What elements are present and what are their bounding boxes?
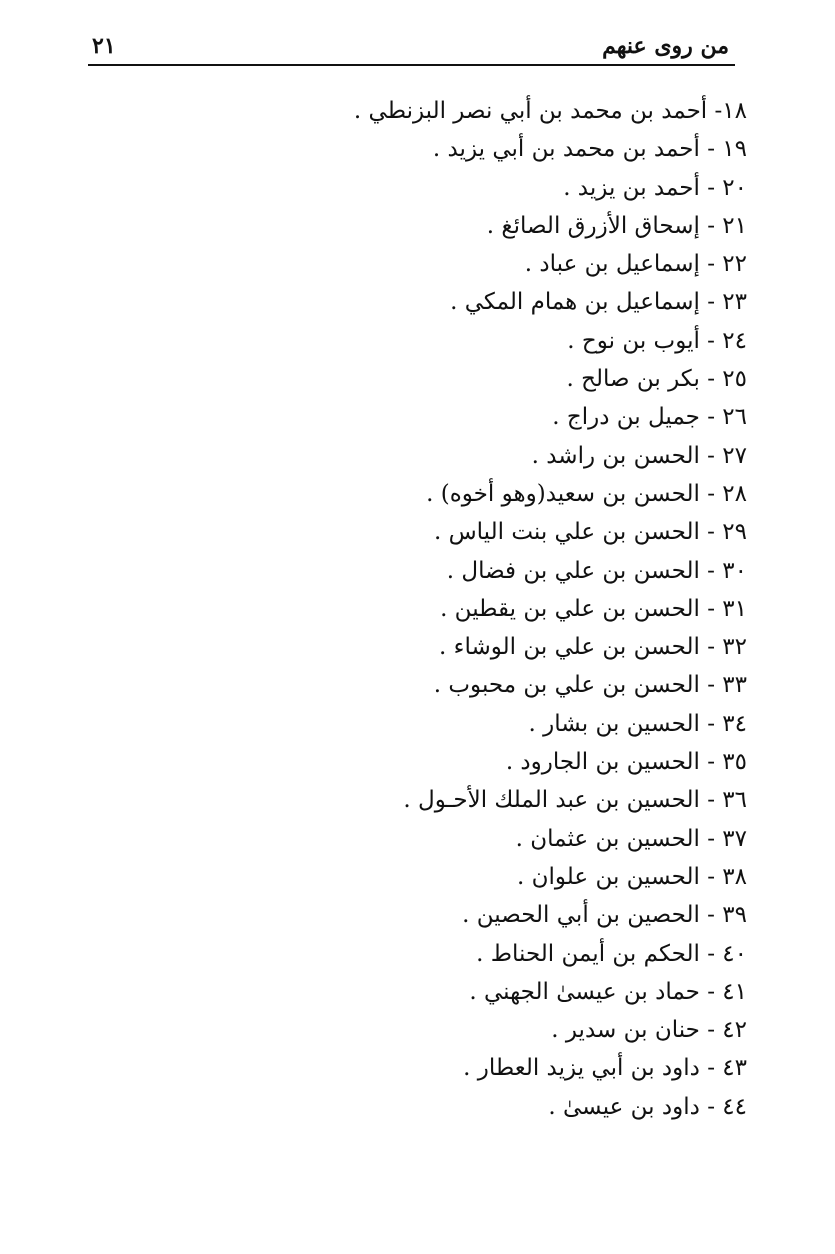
- list-item: ٣٠ - الحسن بن علي بن فضال .: [446, 557, 747, 584]
- list-item: ٣٩ - الحصين بن أبي الحصين .: [462, 902, 747, 929]
- list-item: ٢٢ - إسماعيل بن عباد .: [524, 251, 747, 278]
- list-item: ٣٥ - الحسين بن الجارود .: [505, 749, 747, 776]
- list-item: ٣٨ - الحسين بن علوان .: [517, 863, 747, 890]
- list-item: ٢٧ - الحسن بن راشد .: [531, 442, 747, 469]
- list-item: ٤٢ - حنان بن سدير .: [551, 1017, 747, 1044]
- list-item: ٢٨ - الحسن بن سعيد(وهو أخوه) .: [426, 480, 747, 507]
- list-item: ٢٣ - إسماعيل بن همام المكي .: [450, 289, 747, 316]
- list-item: ٢٤ - أيوب بن نوح .: [567, 327, 747, 354]
- list-item: ٤٣ - داود بن أبي يزيد العطار .: [463, 1055, 747, 1082]
- list-item: ٤١ - حماد بن عيسىٰ الجهني .: [469, 978, 747, 1005]
- list-item: ٢٦ - جميل بن دراج .: [552, 404, 747, 431]
- list-item: ٣٧ - الحسين بن عثمان .: [515, 825, 747, 852]
- list-item: ١٨- أحمد بن محمد بن أبي نصر البزنطي .: [353, 98, 747, 124]
- running-header-title: من روى عنهم: [602, 33, 729, 59]
- list-item: ٢٥ - بكر بن صالح .: [566, 366, 747, 393]
- page-header: [88, 30, 735, 66]
- list-item: ٤٠ - الحكم بن أيمن الحناط .: [476, 940, 747, 967]
- list-item: ٣٦ - الحسين بن عبد الملك الأحـول .: [403, 787, 747, 814]
- list-item: ٢١ - إسحاق الأزرق الصائغ .: [486, 212, 747, 239]
- page-number: ٢١: [92, 33, 116, 59]
- list-item: ٤٤ - داود بن عيسىٰ .: [548, 1093, 747, 1120]
- list-item: ٣٤ - الحسين بن بشار .: [528, 710, 747, 737]
- narrators-list: [227, 92, 747, 1126]
- list-item: ٢٩ - الحسن بن علي بنت الياس .: [433, 519, 747, 546]
- list-item: ١٩ - أحمد بن محمد بن أبي يزيد .: [432, 136, 747, 163]
- list-item: ٣١ - الحسن بن علي بن يقطين .: [440, 595, 747, 622]
- list-item: ٣٣ - الحسن بن علي بن محبوب .: [433, 672, 747, 699]
- list-item: ٣٢ - الحسن بن علي بن الوشاء .: [439, 634, 747, 661]
- list-item: ٢٠ - أحمد بن يزيد .: [563, 174, 747, 201]
